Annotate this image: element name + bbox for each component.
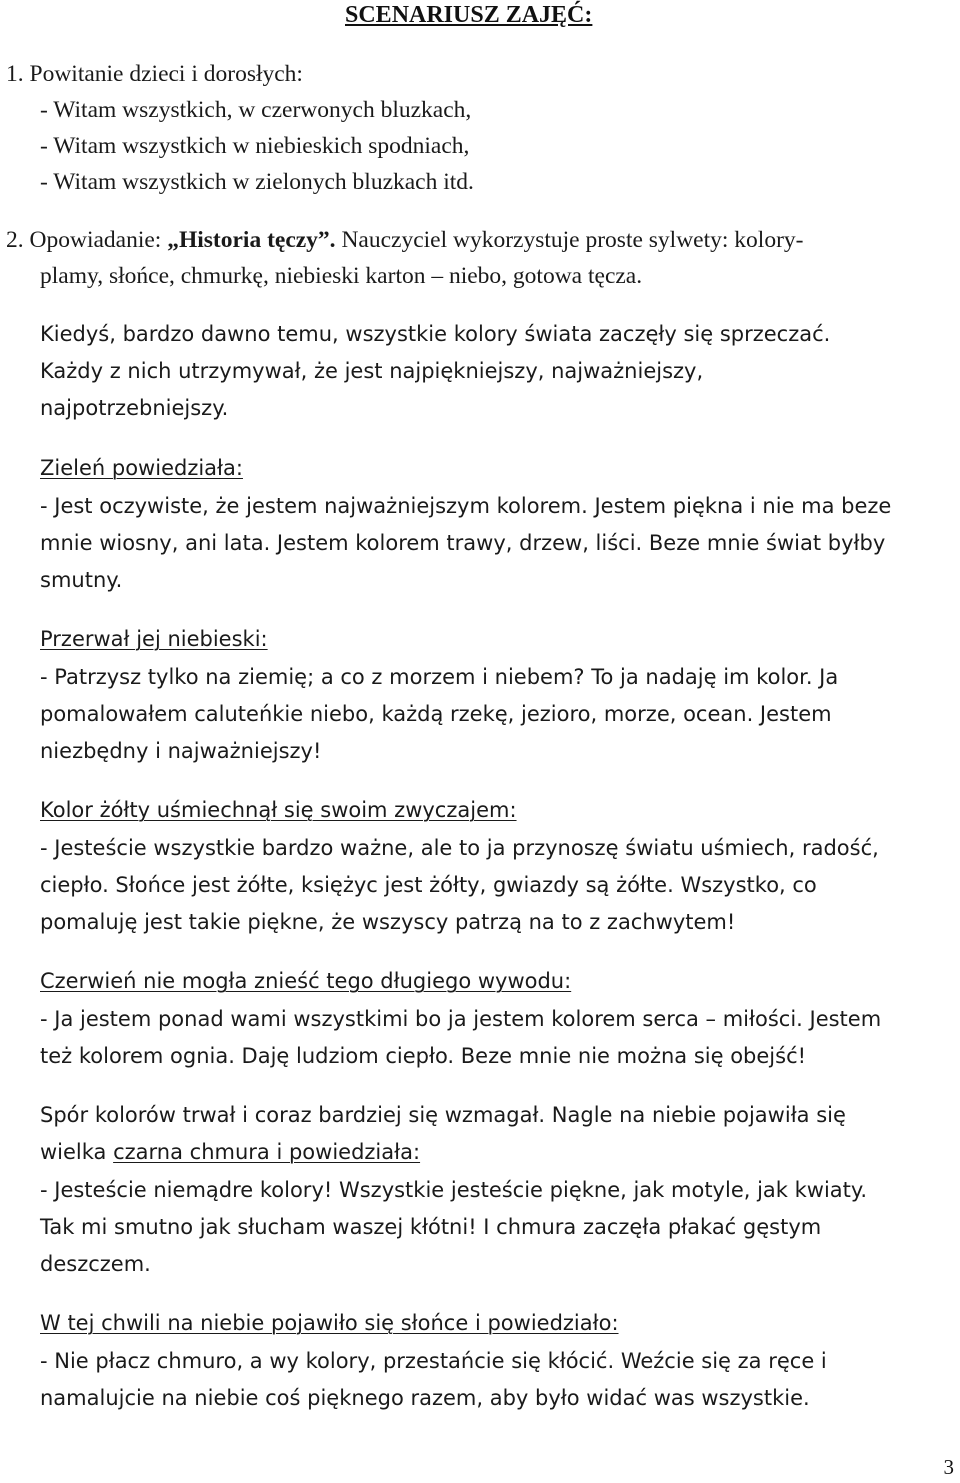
story-line: Spór kolorów trwał i coraz bardziej się wzmagał. Nagle na niebie pojawiła się	[40, 1103, 846, 1127]
story-line: - Jesteście wszystkie bardzo ważne, ale to ja przynoszę światu uśmiech, radość,	[40, 836, 879, 860]
greeting-line: - Witam wszystkich, w czerwonych bluzkach,	[40, 97, 472, 123]
story-line: - Ja jestem ponad wami wszystkimi bo ja jestem kolorem serca – miłości. Jestem	[40, 1007, 882, 1031]
story-line: Kiedyś, bardzo dawno temu, wszystkie kolory świata zaczęły się sprzeczać.	[40, 322, 831, 346]
sun-heading: W tej chwili na niebie pojawiło się słońce i powiedziało:	[40, 1311, 619, 1335]
section1-heading: 1. Powitanie dzieci i dorosłych:	[6, 61, 303, 87]
story-line: - Jest oczywiste, że jestem najważniejszym kolorem. Jestem piękna i nie ma beze	[40, 494, 892, 518]
story-line: Każdy z nich utrzymywał, że jest najpiękniejszy, najważniejszy,	[40, 359, 704, 383]
page-number: 3	[943, 1455, 954, 1479]
cloud-heading: czarna chmura i powiedziała:	[113, 1140, 421, 1164]
story-line: najpotrzebniejszy.	[40, 396, 229, 420]
story-line: pomaluję jest takie piękne, że wszyscy patrzą na to z zachwytem!	[40, 910, 736, 934]
story-line: smutny.	[40, 568, 123, 592]
story-line: - Jesteście niemądre kolory! Wszystkie jesteście piękne, jak motyle, jak kwiaty.	[40, 1178, 868, 1202]
story-title: „Historia tęczy”.	[167, 227, 336, 253]
story-line: - Nie płacz chmuro, a wy kolory, przestańcie się kłócić. Weźcie się za ręce i	[40, 1349, 827, 1373]
greeting-line: - Witam wszystkich w niebieskich spodniach,	[40, 133, 470, 159]
section2-line	[6, 226, 803, 254]
yellow-heading: Kolor żółty uśmiechnął się swoim zwyczajem:	[40, 798, 517, 822]
story-line: niezbędny i najważniejszy!	[40, 739, 322, 763]
story-line: mnie wiosny, ani lata. Jestem kolorem trawy, drzew, liści. Beze mnie świat byłby	[40, 531, 886, 555]
blue-heading: Przerwał jej niebieski:	[40, 627, 268, 651]
story-line: namalujcie na niebie coś pięknego razem, aby było widać was wszystkie.	[40, 1386, 810, 1410]
story-line: też kolorem ognia. Daję ludziom ciepło. Beze mnie nie można się obejść!	[40, 1044, 807, 1068]
red-heading: Czerwień nie mogła znieść tego długiego wywodu:	[40, 969, 572, 993]
page-title: SCENARIUSZ ZAJĘĆ:	[345, 2, 593, 28]
story-line: Tak mi smutno jak słucham waszej kłótni! I chmura zaczęła płakać gęstym	[40, 1215, 822, 1239]
section2-line: plamy, słońce, chmurkę, niebieski karton – niebo, gotowa tęcza.	[40, 263, 643, 289]
story-line: ciepło. Słońce jest żółte, księżyc jest żółty, gwiazdy są żółte. Wszystko, co	[40, 873, 817, 897]
green-heading: Zieleń powiedziała:	[40, 456, 243, 480]
greeting-line: - Witam wszystkich w zielonych bluzkach itd.	[40, 169, 474, 195]
story-line: pomalowałem caluteńkie niebo, każdą rzekę, jezioro, morze, ocean. Jestem	[40, 702, 832, 726]
story-line	[40, 1138, 420, 1166]
dispute-prefix: wielka	[40, 1140, 114, 1164]
section2-description: Nauczyciel wykorzystuje proste sylwety: kolory-	[335, 227, 804, 253]
story-line: - Patrzysz tylko na ziemię; a co z morzem i niebem? To ja nadaję im kolor. Ja	[40, 665, 839, 689]
story-line: deszczem.	[40, 1252, 151, 1276]
section2-number: 2. Opowiadanie:	[6, 227, 168, 253]
